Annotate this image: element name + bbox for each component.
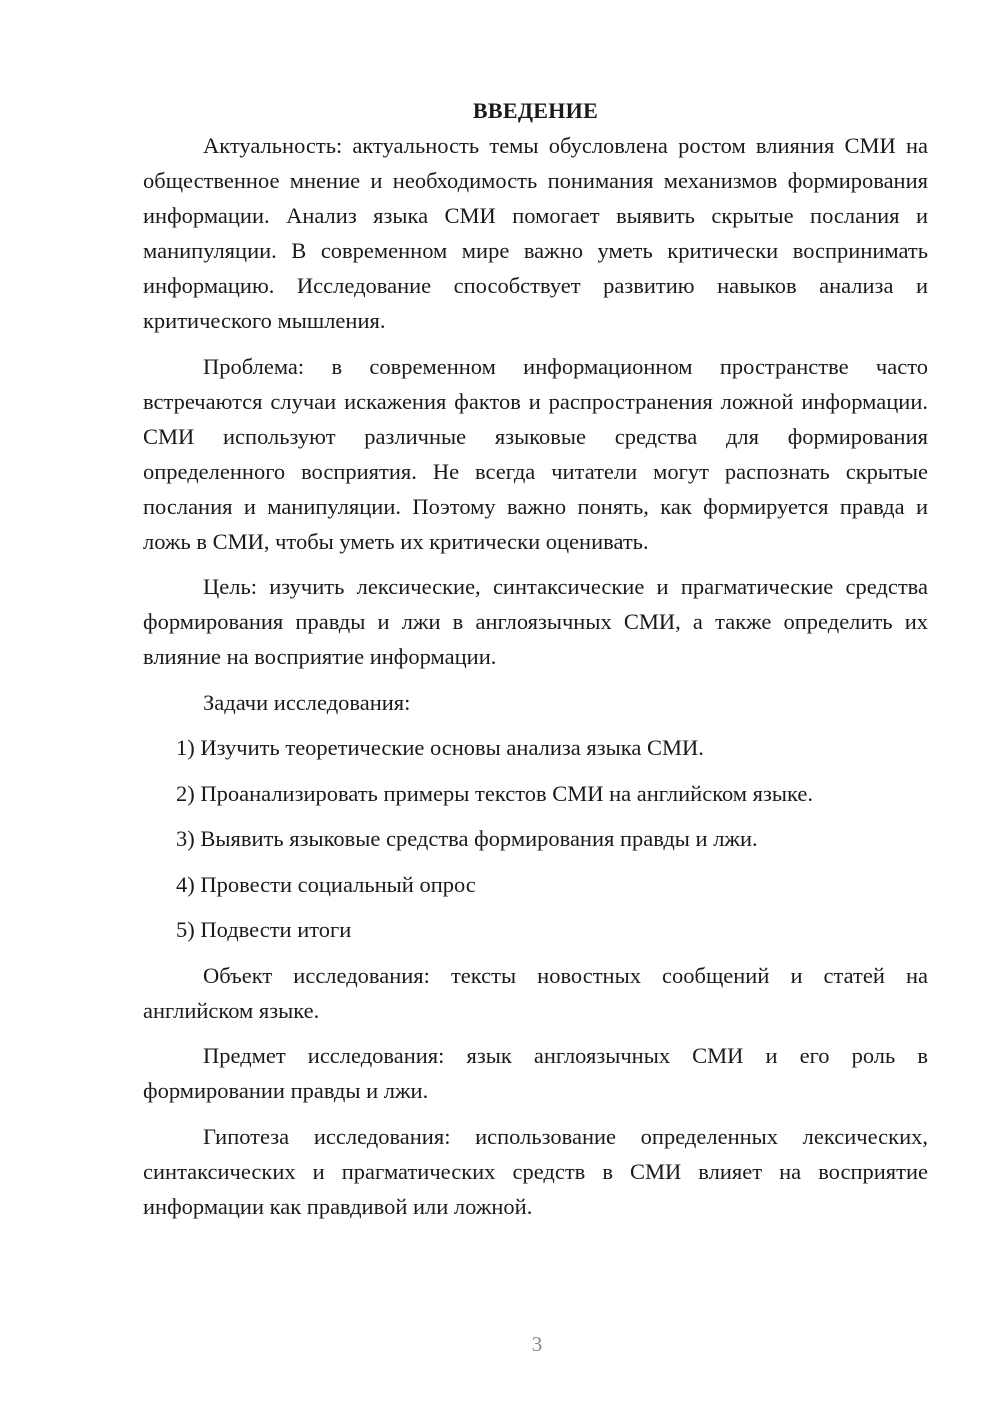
tasks-list [143,730,928,947]
paragraph-object: Объект исследования: тексты новостных сообщений и статей на английском языке. [143,962,928,1023]
paragraph-subject: Предмет исследования: язык англоязычных СМИ и его роль в формировании правды и лжи. [143,1043,928,1103]
list-item: 2) Проанализировать примеры текстов СМИ на английском языке. [176,780,813,806]
document-page [143,93,928,1234]
paragraph-hypothesis: Гипотеза исследования: использование определенных лексических, синтаксических и прагматических средств в СМИ влияет на восприятие информации как правдивой или ложной. [143,1123,928,1219]
paragraph-relevance: Актуальность: актуальность темы обусловлена ростом влияния СМИ на общественное мнение и необходимость понимания механизмов формирования информации. Анализ языка СМИ помогает выявить скрытые послания и манипуляции. В современном мире важно уметь критически воспринимать информацию. Исследование способствует развитию навыков анализа и критического мышления. [143,133,928,333]
list-item: 1) Изучить теоретические основы анализа языка СМИ. [176,735,704,760]
list-item: 4) Провести социальный опрос [176,871,476,897]
list-item: 3) Выявить языковые средства формирования правды и лжи. [176,826,758,851]
list-item: 5) Подвести итоги [176,917,352,942]
page-number: 3 [531,1332,543,1356]
paragraph-goal: Цель: изучить лексические, синтаксические и прагматические средства формирования правды и лжи в англоязычных СМИ, а также определить их влияние на восприятие информации. [143,574,928,669]
paragraph-problem: Проблема: в современном информационном пространстве часто встречаются случаи искажения фактов и распространения ложной информации. СМИ используют различные языковые средства для формирования определенного восприятия. Не всегда читатели могут распознать скрытые послания и манипуляции. Поэтому важно понять, как формируется правда и ложь в СМИ, чтобы уметь их критически оценивать. [143,353,928,554]
page-title: ВВЕДЕНИЕ [472,98,599,123]
tasks-heading: Задачи исследования: [203,689,411,715]
